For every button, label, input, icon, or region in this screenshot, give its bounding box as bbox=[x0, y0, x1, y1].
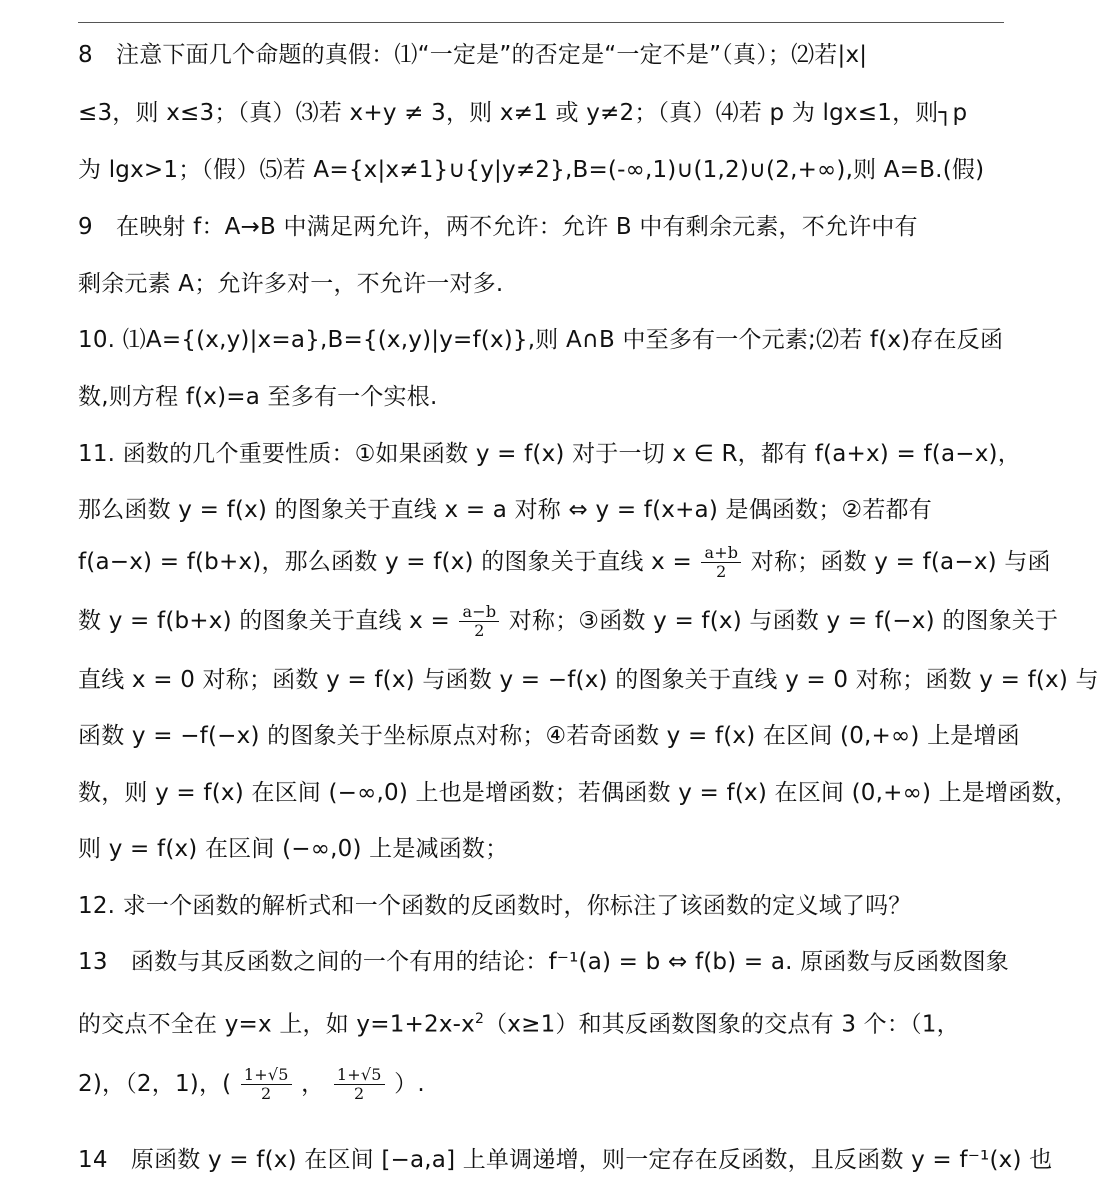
document-page bbox=[78, 0, 1099, 1199]
text-line-19 bbox=[78, 1066, 1004, 1103]
fraction-denominator: 2 bbox=[474, 621, 485, 640]
fraction-1-plus-sqrt5-over-2 bbox=[241, 1066, 292, 1103]
text-line-18 bbox=[78, 1002, 1004, 1042]
line-18-after: （x≥1）和其反函数图象的交点有 3 个：（1， bbox=[484, 1011, 960, 1038]
text-line-11 bbox=[78, 602, 1059, 640]
fraction-denominator: 2 bbox=[261, 1084, 272, 1103]
fraction-1-plus-sqrt5-over-2-second bbox=[334, 1066, 385, 1103]
text-line-9: 那么函数 y = f(x) 的图象关于直线 x = a 对称 ⇔ y = f(x+a) 是偶函数；②若都有 bbox=[78, 497, 932, 523]
text-line-8: 11. 函数的几个重要性质：①如果函数 y = f(x) 对于一切 x ∈ R，都有 f(a+x) = f(a−x)， bbox=[78, 441, 1021, 467]
line-19-separator: ， bbox=[301, 1071, 325, 1097]
line-18-before: 的交点不全在 y=x 上，如 y=1+2x-x bbox=[78, 1011, 475, 1038]
text-line-1: 8 注意下面几个命题的真假：⑴“一定是”的否定是“一定不是”（真）；⑵若|x| bbox=[78, 42, 868, 68]
fraction-denominator: 2 bbox=[354, 1084, 365, 1103]
text-line-6: 10. ⑴A={(x,y)|x=a},B={(x,y)|y=f(x)},则 A∩B 中至多有一个元素;⑵若 f(x)存在反函 bbox=[78, 327, 1004, 353]
fraction-a-plus-b-over-2 bbox=[701, 544, 741, 581]
top-rule bbox=[78, 22, 1004, 23]
text-line-17: 13 函数与其反函数之间的一个有用的结论：f⁻¹(a) = b ⇔ f(b) = a. 原函数与反函数图象 bbox=[78, 949, 1010, 975]
line-11-before: 数 y = f(b+x) 的图象关于直线 x = bbox=[78, 608, 450, 634]
fraction-numerator: a−b bbox=[459, 603, 499, 622]
superscript-2: 2 bbox=[474, 1011, 485, 1027]
text-line-5: 剩余元素 A；允许多对一，不允许一对多. bbox=[78, 271, 504, 297]
fraction-numerator: a+b bbox=[701, 544, 741, 563]
fraction-numerator: 1+√5 bbox=[241, 1066, 292, 1085]
text-line-13: 函数 y = −f(−x) 的图象关于坐标原点对称；④若奇函数 y = f(x) 在区间 (0,+∞) 上是增函 bbox=[78, 723, 1020, 749]
fraction-a-minus-b-over-2 bbox=[459, 603, 499, 640]
fraction-numerator: 1+√5 bbox=[334, 1066, 385, 1085]
text-line-14: 数，则 y = f(x) 在区间 (−∞,0) 上也是增函数；若偶函数 y = f(x) 在区间 (0,+∞) 上是增函数， bbox=[78, 780, 1078, 806]
text-line-7: 数,则方程 f(x)=a 至多有一个实根. bbox=[78, 384, 438, 410]
line-19-before: 2)，（2，1)，( bbox=[78, 1071, 232, 1097]
text-line-10 bbox=[78, 543, 1051, 581]
text-line-3: 为 lgx>1；（假）⑸若 A={x|x≠1}∪{y|y≠2},B=(-∞,1)∪(1,2)∪(2,+∞),则 A=B.(假) bbox=[78, 157, 985, 183]
line-11-after: 对称；③函数 y = f(x) 与函数 y = f(−x) 的图象关于 bbox=[508, 608, 1059, 634]
line-10-after: 对称；函数 y = f(a−x) 与函 bbox=[750, 549, 1051, 575]
text-line-16: 12. 求一个函数的解析式和一个函数的反函数时，你标注了该函数的定义域了吗？ bbox=[78, 893, 912, 919]
line-19-after: ）. bbox=[394, 1071, 425, 1097]
text-line-15: 则 y = f(x) 在区间 (−∞,0) 上是减函数； bbox=[78, 836, 509, 862]
line-10-before: f(a−x) = f(b+x)，那么函数 y = f(x) 的图象关于直线 x = bbox=[78, 549, 692, 575]
text-line-12: 直线 x = 0 对称；函数 y = f(x) 与函数 y = −f(x) 的图象关于直线 y = 0 对称；函数 y = f(x) 与 bbox=[78, 667, 1099, 693]
text-line-2: ≤3，则 x≤3；（真）⑶若 x+y ≠ 3，则 x≠1 或 y≠2；（真）⑷若 p 为 lgx≤1，则┐p bbox=[78, 100, 968, 126]
text-line-20: 14 原函数 y = f(x) 在区间 [−a,a] 上单调递增，则一定存在反函数，且反函数 y = f⁻¹(x) 也 bbox=[78, 1147, 1053, 1173]
text-line-4: 9 在映射 f：A→B 中满足两允许，两不允许：允许 B 中有剩余元素，不允许中有 bbox=[78, 214, 918, 240]
fraction-denominator: 2 bbox=[716, 562, 727, 581]
